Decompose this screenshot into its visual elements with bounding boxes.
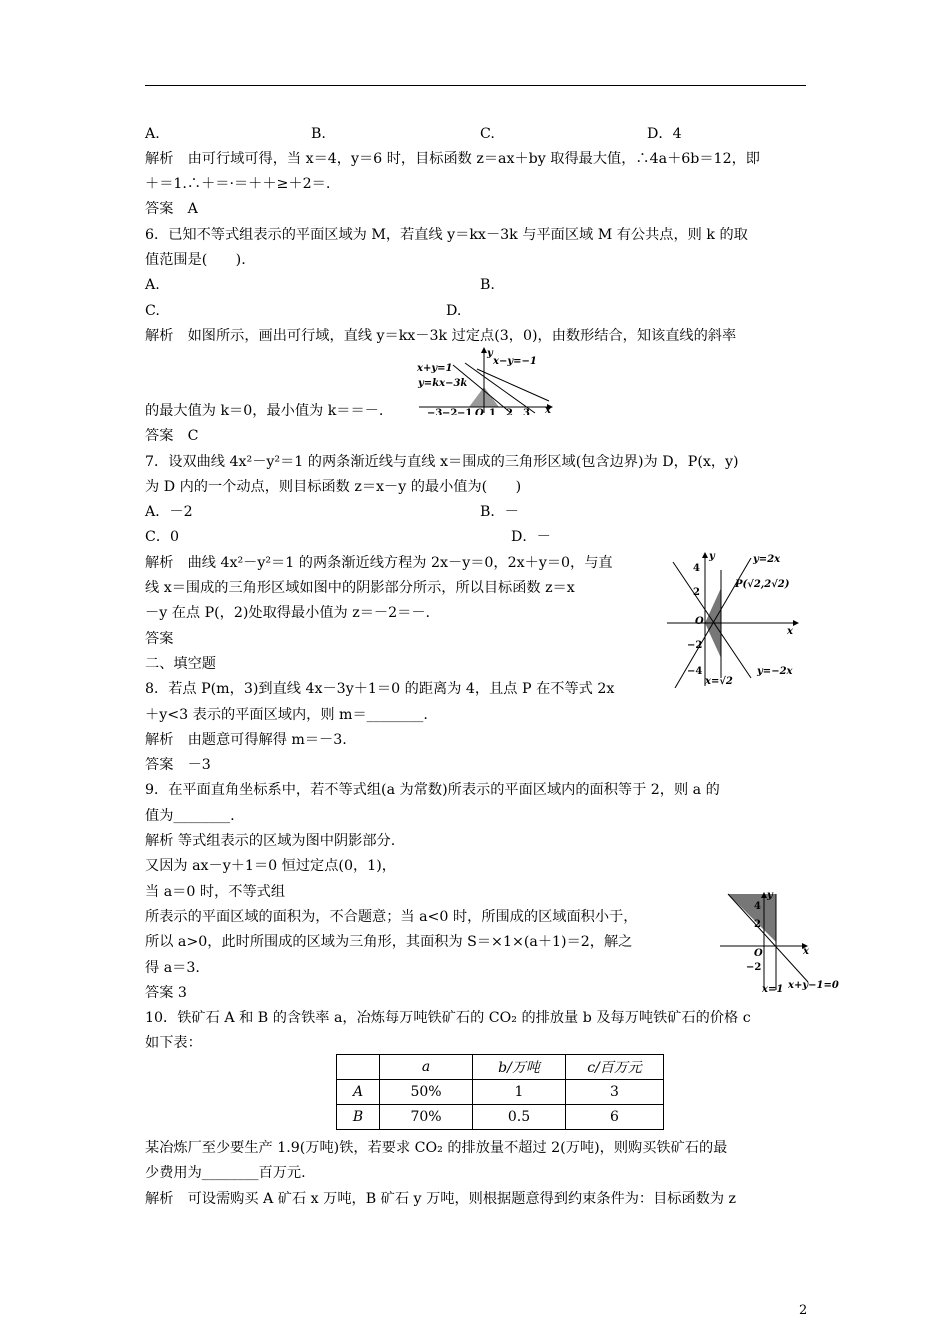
q7-label-x: x: [787, 626, 793, 637]
q5-solution-line2: ＋＝1.∴＋＝·＝＋＋≥＋2＝.: [145, 176, 331, 192]
q5-solution-line1: 解析 由可行域可得，当 x＝4，y＝6 时，目标函数 z＝ax＋by 取得最大值，∴4a＋6b＝12，即: [145, 151, 760, 167]
q10-stem-line1: 10．铁矿石 A 和 B 的含铁率 a，冶炼每万吨铁矿石的 CO₂ 的排放量 b 及每万吨铁矿石的价格 c: [145, 1010, 751, 1026]
q6-tick-m1: −1: [457, 408, 473, 415]
q9-label-x1: x=1: [762, 984, 784, 994]
q6-label-y: y: [487, 348, 493, 359]
q7-solution-line2: 线 x＝围成的三角形区域如图中的阴影部分所示，所以目标函数 z＝x: [145, 580, 575, 596]
q7-option-a: A．－2: [145, 504, 193, 520]
table-cell-b: 0.5: [473, 1105, 566, 1130]
q6-solution-line2: 的最大值为 k＝0，最小值为 k＝＝－.: [145, 403, 384, 419]
page-number: 2: [799, 1303, 808, 1318]
q5-option-d: D．4: [647, 126, 682, 142]
q5-option-b: B.: [311, 126, 326, 142]
q9-tick-4: 4: [754, 901, 761, 912]
q6-label-xmy: x−y=−1: [493, 356, 537, 367]
q7-solution-line1: 解析 曲线 4x²－y²＝1 的两条渐近线方程为 2x－y＝0，2x＋y＝0，与直: [145, 555, 613, 571]
q10-stem-line4: 少费用为________百万元.: [145, 1165, 306, 1181]
q7-option-d: D．－: [511, 529, 551, 545]
q10-stem-line2: 如下表：: [145, 1035, 202, 1051]
q9-tick-2: 2: [754, 919, 761, 930]
q6-stem-line1: 6．已知不等式组表示的平面区域为 M，若直线 y＝kx－3k 与平面区域 M 有公共点，则 k 的取: [145, 227, 748, 243]
table-header-a: a: [380, 1055, 473, 1080]
table-cell-c: 6: [566, 1105, 664, 1130]
q5-option-c: C.: [480, 126, 495, 142]
q6-tick-2: 2: [506, 408, 513, 415]
q6-solution-line1: 解析 如图所示，画出可行域，直线 y＝kx－3k 过定点(3，0)，由数形结合，知该直线的斜率: [145, 328, 737, 344]
q6-tick-3: 3: [523, 408, 530, 415]
table-header-c: c/百万元: [566, 1055, 664, 1080]
q9-stem-line2: 值为________.: [145, 808, 235, 824]
q7-solution-line3: －y 在点 P(，2)处取得最小值为 z＝－2＝－.: [145, 605, 431, 621]
q6-option-c: C.: [145, 303, 160, 319]
q9-solution-line2: 又因为 ax－y＋1＝0 恒过定点(0，1)，: [145, 858, 396, 874]
q9-label-line: x+y−1=0: [788, 980, 839, 991]
q9-stem-line1: 9．在平面直角坐标系中，若不等式组(a 为常数)所表示的平面区域内的面积等于 2，则 a 的: [145, 782, 720, 798]
q7-label-xr2: x=√2: [705, 676, 733, 687]
q8-answer: 答案 －3: [145, 757, 211, 773]
q7-origin: O: [695, 616, 704, 627]
q7-tick-2: 2: [693, 587, 700, 598]
q6-option-a: A.: [145, 277, 160, 293]
q7-tick-m4: −4: [687, 666, 703, 677]
q6-label-x: x: [545, 405, 551, 415]
q7-stem-line1: 7．设双曲线 4x²－y²＝1 的两条渐近线与直线 x＝围成的三角形区域(包含边界)为 D，P(x，y): [145, 454, 739, 470]
q6-tick-origin: O: [475, 408, 484, 415]
q10-stem-line3: 某冶炼厂至少要生产 1.9(万吨)铁，若要求 CO₂ 的排放量不超过 2(万吨)，则购买铁矿石的最: [145, 1140, 728, 1156]
table-header-row: [337, 1055, 664, 1080]
q6-stem-line2: 值范围是( ).: [145, 252, 246, 268]
q9-figure: [718, 890, 864, 994]
q9-tick-m2: −2: [746, 962, 762, 973]
q5-answer: 答案 A: [145, 201, 198, 217]
q7-answer: 答案: [145, 631, 174, 647]
table-cell-ore: B: [337, 1105, 380, 1130]
q9-label-y: y: [767, 890, 773, 901]
q6-tick-m3: −3: [427, 408, 443, 415]
table-row: [337, 1080, 664, 1105]
q9-solution-line3: 当 a＝0 时，不等式组: [145, 884, 286, 900]
q7-tick-4: 4: [693, 563, 700, 574]
q8-stem-line1: 8．若点 P(m，3)到直线 4x－3y＋1＝0 的距离为 4，且点 P 在不等式 2x: [145, 681, 615, 697]
q8-stem-line2: ＋y<3 表示的平面区域内，则 m＝________.: [145, 707, 428, 723]
table-cell-c: 3: [566, 1080, 664, 1105]
table-cell-a: 50%: [380, 1080, 473, 1105]
q10-table: [336, 1054, 664, 1130]
q7-figure: [665, 548, 810, 688]
q8-solution: 解析 由题意可得解得 m＝－3.: [145, 732, 347, 748]
table-cell-b: 1: [473, 1080, 566, 1105]
q9-solution-line4: 所表示的平面区域的面积为，不合题意；当 a<0 时，所围成的区域面积小于，: [145, 909, 638, 925]
q6-label-xpy1: x+y=1: [417, 363, 453, 374]
q9-solution-line6: 得 a＝3.: [145, 960, 200, 976]
q7-option-b: B．－: [480, 504, 519, 520]
header-rule: [145, 85, 806, 86]
q9-answer: 答案 3: [145, 985, 187, 1001]
q9-solution-line5: 所以 a>0，此时所围成的区域为三角形，其面积为 S＝×1×(a＋1)＝2，解之: [145, 934, 633, 950]
q7-label-y2x: y=2x: [753, 554, 781, 565]
q9-origin: O: [754, 948, 763, 959]
q7-label-y: y: [709, 551, 715, 562]
table-cell-a: 70%: [380, 1105, 473, 1130]
q5-option-a: A.: [145, 126, 160, 142]
q6-answer: 答案 C: [145, 428, 199, 444]
q6-tick-m2: −2: [442, 408, 458, 415]
q6-figure: [417, 345, 553, 415]
q9-label-x: x: [803, 946, 809, 957]
section-fill-blank: 二、填空题: [145, 656, 216, 672]
table-cell-ore: A: [337, 1080, 380, 1105]
table-header-b: b/万吨: [473, 1055, 566, 1080]
q6-label-ykx: y=kx−3k: [418, 378, 468, 389]
q7-stem-line2: 为 D 内的一个动点，则目标函数 z＝x－y 的最小值为( ): [145, 479, 522, 495]
q7-option-c: C．0: [145, 529, 180, 545]
q7-tick-m2: −2: [687, 640, 703, 651]
q6-option-d: D.: [446, 303, 462, 319]
q9-solution-line1: 解析 等式组表示的区域为图中阴影部分.: [145, 833, 396, 849]
table-row: [337, 1105, 664, 1130]
table-header-blank: [337, 1055, 380, 1080]
q6-tick-1: 1: [489, 408, 496, 415]
q6-option-b: B.: [480, 277, 495, 293]
q7-label-ym2x: y=−2x: [757, 666, 793, 677]
q10-solution: 解析 可设需购买 A 矿石 x 万吨，B 矿石 y 万吨，则根据题意得到约束条件为：目标函数为 z: [145, 1191, 736, 1207]
q7-label-p: P(√2,2√2): [735, 579, 790, 590]
